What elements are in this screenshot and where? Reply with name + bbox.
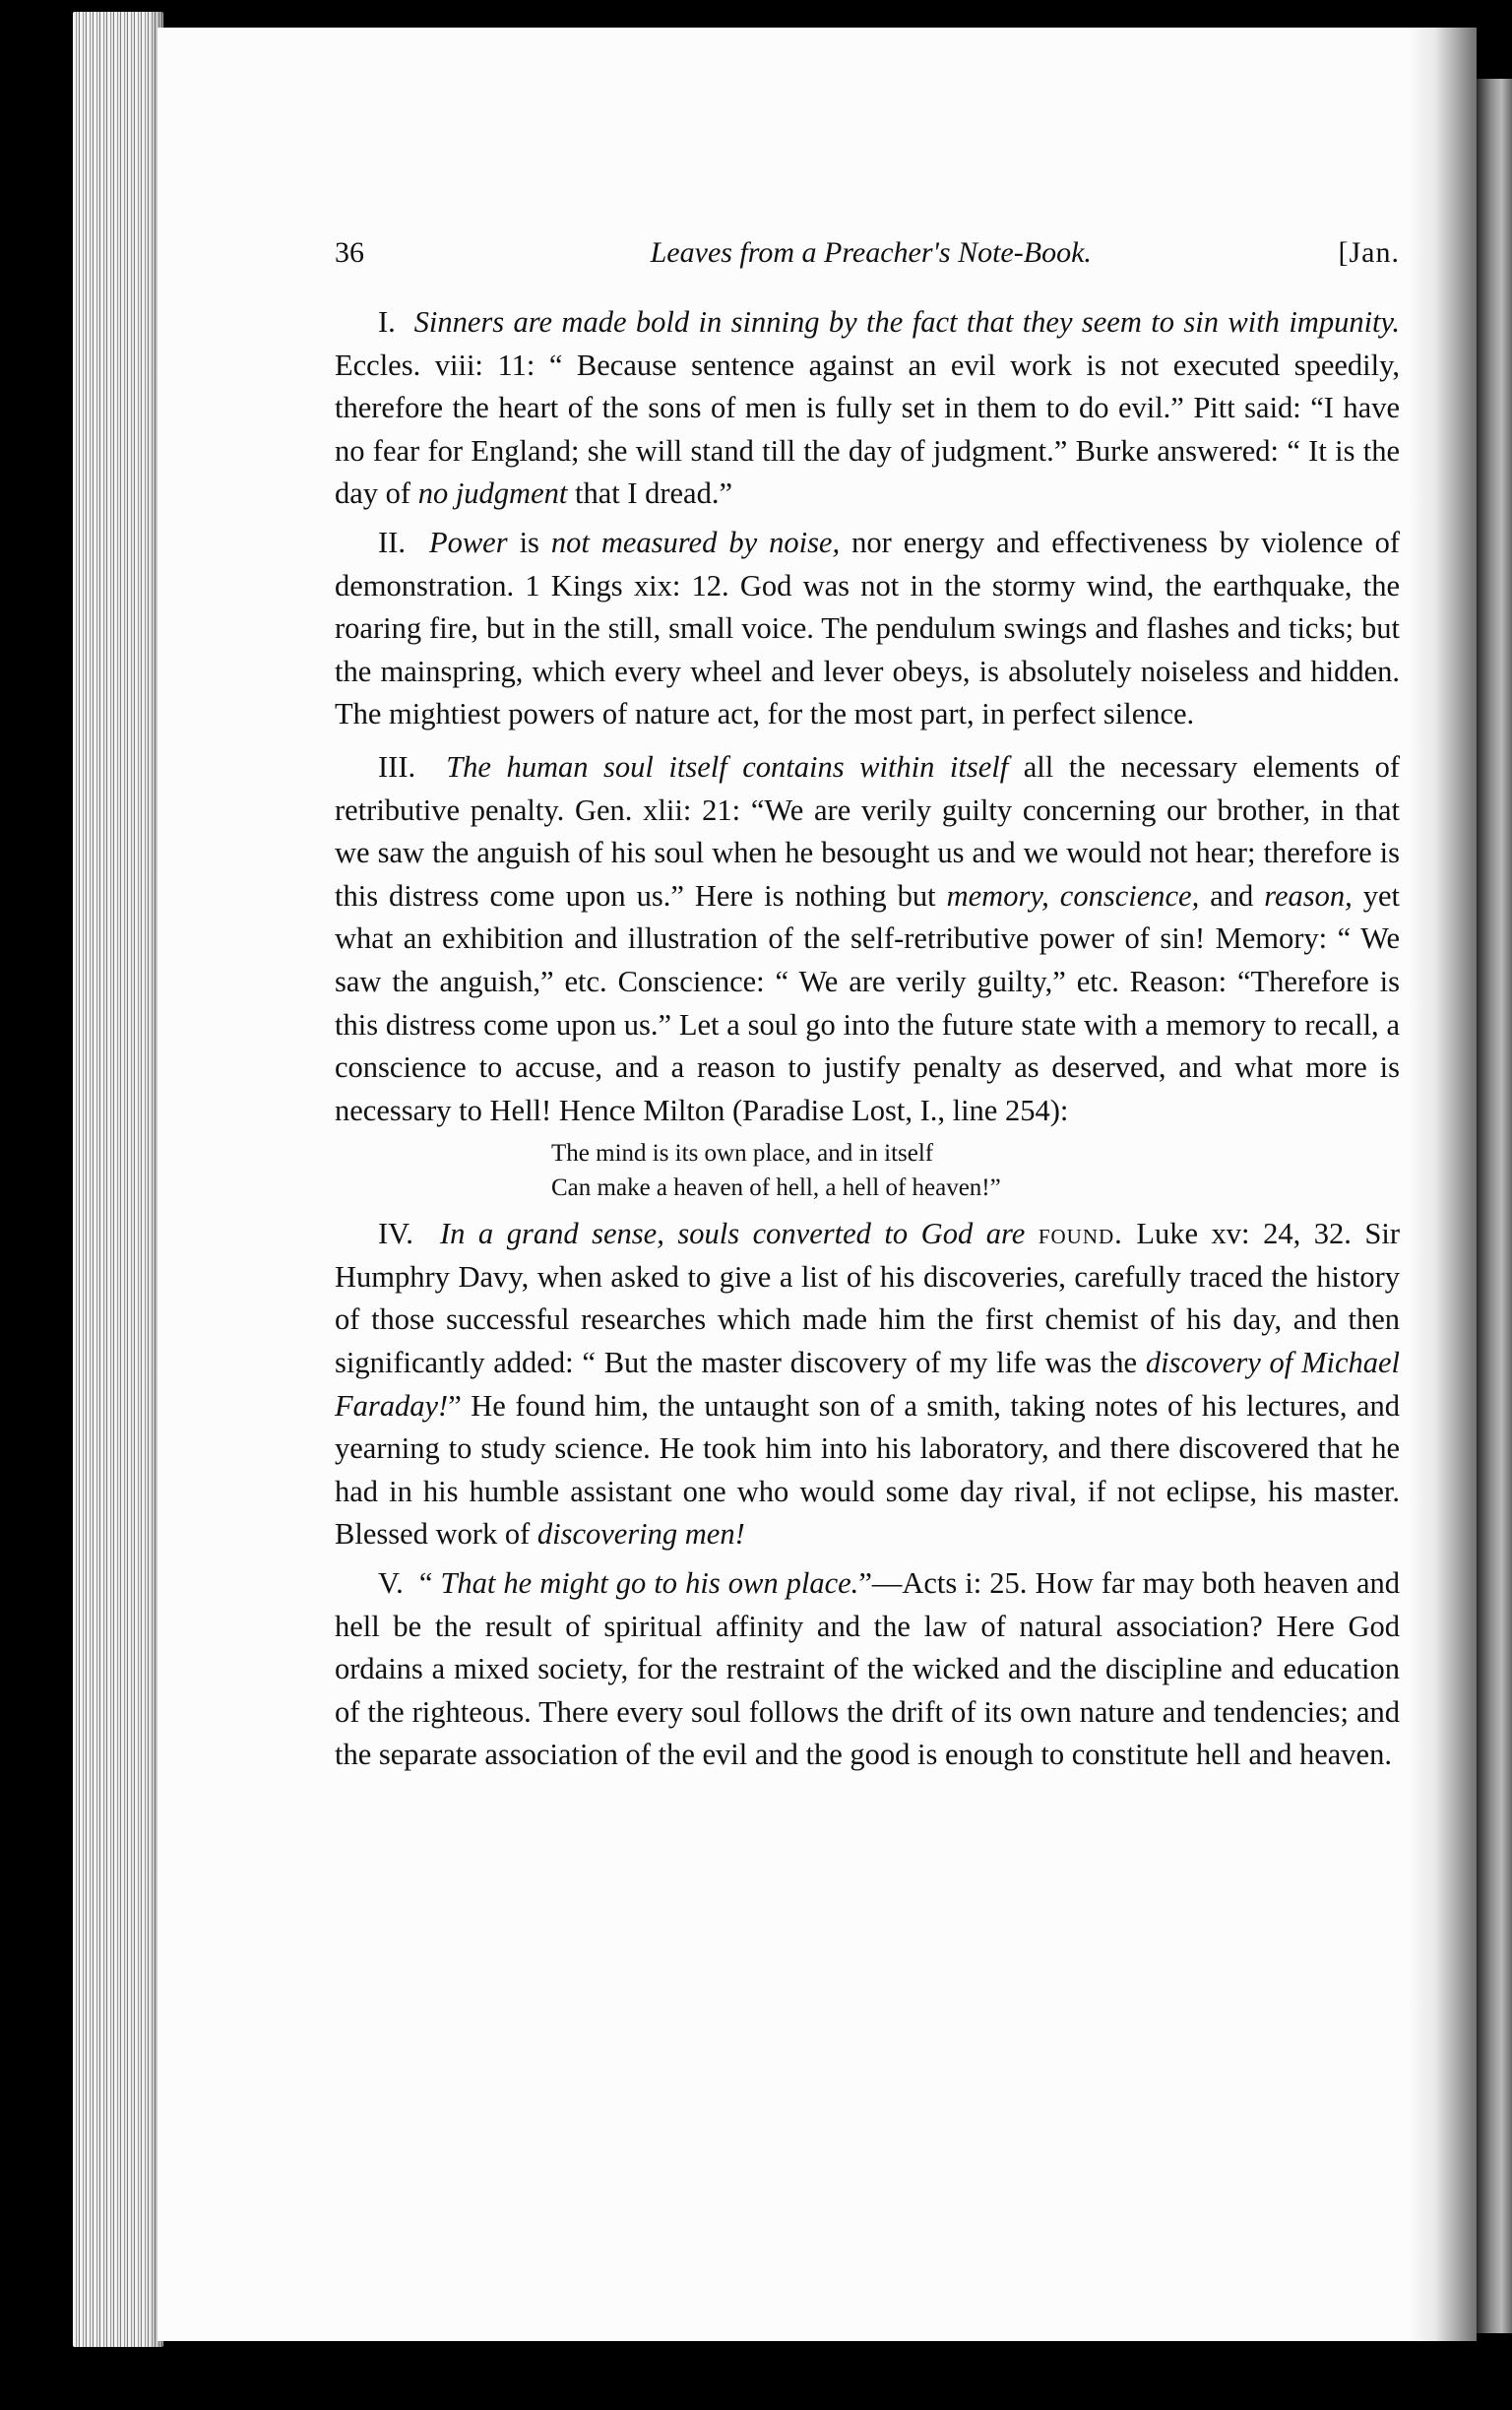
paragraph-heading: Sinners are made bold in sinning by the fact that they seem to sin with impunity. bbox=[413, 305, 1401, 339]
numeral: IV. bbox=[378, 1217, 413, 1251]
verse-quotation bbox=[551, 1136, 1400, 1205]
paragraph-5 bbox=[335, 1562, 1400, 1777]
page-text bbox=[335, 236, 1400, 1783]
emphasis: discovering men! bbox=[536, 1517, 745, 1552]
emphasis: discovery of Michael Faraday! bbox=[335, 1346, 1400, 1423]
numeral: III. bbox=[378, 749, 416, 784]
emphasis: memory, conscience, bbox=[946, 878, 1200, 913]
emphasis: reason, bbox=[1264, 878, 1353, 913]
running-title: Leaves from a Preacher's Note-Book. bbox=[650, 236, 1092, 269]
paragraph-body: is bbox=[507, 525, 551, 559]
page-number: 36 bbox=[335, 236, 364, 269]
numeral: V. bbox=[378, 1566, 404, 1601]
small-caps-word: found. bbox=[1038, 1217, 1123, 1251]
paragraph-body: ” He found him, the untaught son of a smith, taking notes of his lectures, and yearning to study science. He took him into his laboratory, and there discovered that he had in his humble assistant one who would some day rival, if not eclipse, his master. Blessed work of bbox=[335, 1388, 1400, 1552]
paragraph-heading: The human soul itself contains within itself bbox=[446, 749, 1009, 784]
paragraph-body: nor energy and effectiveness by violence of demonstration. 1 Kings xix: 12. God was not in the stormy wind, the earthquake, the roaring fire, but in the still, small voice. The pendulum swings and flashes and ticks; but the mainspring, which every wheel and lever obeys, is absolutely noiseless and hidden. The mightiest powers of nature act, for the most part, in perfect silence. bbox=[335, 525, 1401, 731]
right-page-edge bbox=[1477, 79, 1512, 2333]
emphasis: Power bbox=[428, 525, 508, 559]
numeral: I. bbox=[378, 305, 396, 339]
running-head bbox=[335, 236, 1400, 291]
emphasis: no judgment bbox=[417, 476, 568, 511]
open-quote: “ bbox=[418, 1566, 441, 1601]
paragraph-body: Eccles. viii: 11: “ Because sentence against an evil work is not executed speedily, therefore the heart of the sons of men is fully set in them to do evil.” Pitt said: “I have no fear for England; she will stand till the day of judgment.” Burke answered: “ It is the day of bbox=[335, 348, 1400, 511]
paragraph-1 bbox=[335, 301, 1400, 516]
paragraph-heading: In a grand sense, souls converted to God are bbox=[439, 1217, 1026, 1251]
running-head-month: [Jan. bbox=[1338, 236, 1400, 269]
paragraph-3 bbox=[335, 746, 1400, 1132]
numeral: II. bbox=[378, 525, 406, 559]
paragraph-body: all the necessary elements of retributive penalty. Gen. xlii: 21: “We are verily guilty concerning our brother, in that we saw the anguish of his soul when he besought us and we would not hear; therefore is this distress come upon us.” Here is nothing but bbox=[335, 749, 1401, 913]
paragraph-4 bbox=[335, 1213, 1400, 1556]
paragraph-heading: That he might go to his own place. bbox=[440, 1566, 859, 1601]
paragraph-tail: that I dread.” bbox=[567, 476, 733, 511]
paragraph-2 bbox=[335, 522, 1400, 736]
page-curl-shadow bbox=[1408, 28, 1477, 2341]
paragraph-body: Luke xv: 24, 32. Sir Humphry Davy, when asked to give a list of his discoveries, carefully traced the history of those successful researches which made him the first chemist of his day, and then significantly added: “ But the master discovery of my life was the bbox=[335, 1217, 1400, 1380]
emphasis: not measured by noise, bbox=[550, 525, 841, 559]
verse-line: The mind is its own place, and in itself bbox=[551, 1140, 934, 1168]
paragraph-body: and bbox=[1199, 878, 1265, 913]
verse-line: Can make a heaven of hell, a hell of heaven!” bbox=[551, 1174, 1001, 1202]
paragraph-body: yet what an exhibition and illustration of the self-retributive power of sin! Memory: “ We saw the anguish,” etc. Conscience: “ We are verily guilty,” etc. Reason: “Therefore is this distress come upon us.” Let a soul go into the future state with a memory to recall, a conscience to accuse, and a reason to justify penalty as deserved, and what more is necessary to Hell! Hence Milton (Paradise Lost, I., line 254): bbox=[335, 878, 1401, 1127]
paragraph-body: ”—Acts i: 25. How far may both heaven and hell be the result of spiritual affinity and the law of natural association? Here God ordains a mixed society, for the restraint of the wicked and the discipline and education of the righteous. There every soul follows the drift of its own nature and tendencies; and the separate association of the evil and the good is enough to constitute hell and heaven. bbox=[335, 1566, 1400, 1772]
